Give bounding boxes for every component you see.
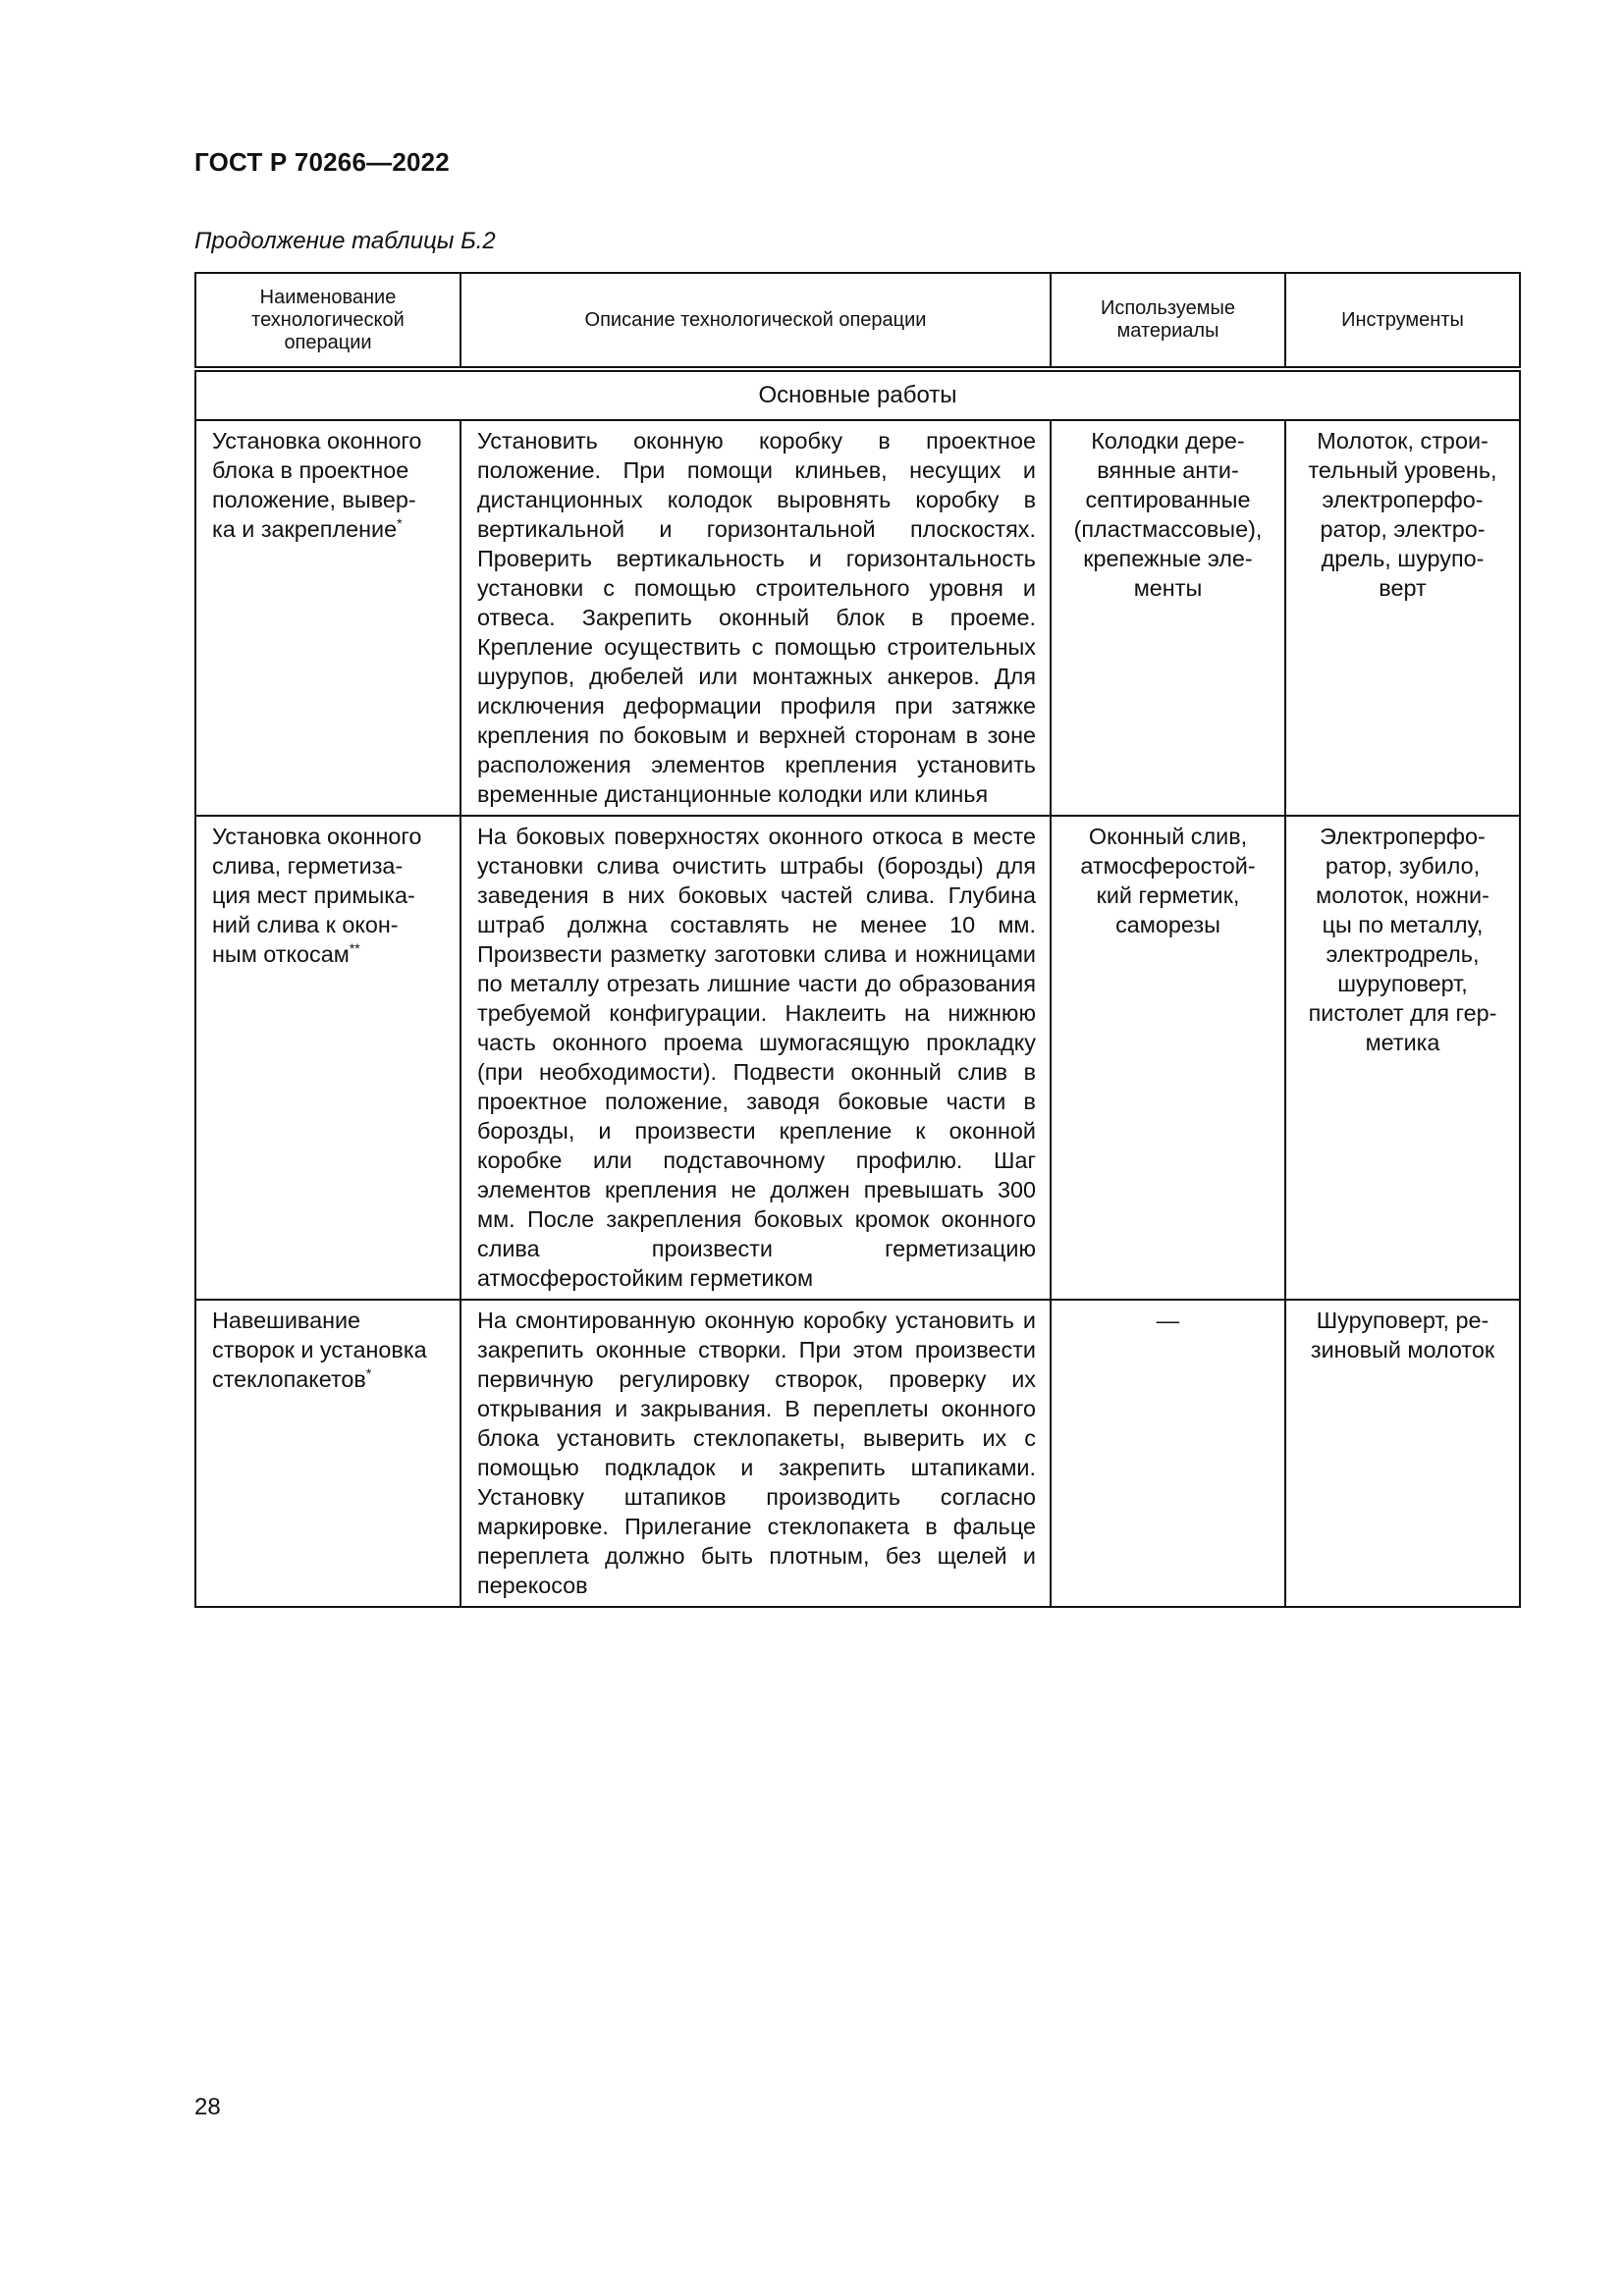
materials-cell bbox=[1051, 420, 1285, 816]
table-row bbox=[195, 816, 1520, 1300]
materials-cell bbox=[1051, 1300, 1285, 1607]
materials-line: Колодки дере- bbox=[1091, 428, 1245, 454]
operation-name-line: положение, вывер- bbox=[212, 487, 416, 512]
footnote-mark: * bbox=[365, 1365, 372, 1381]
tools-line: электродрель, bbox=[1326, 941, 1480, 967]
tools-line: Молоток, строи- bbox=[1317, 428, 1489, 454]
materials-cell bbox=[1051, 816, 1285, 1300]
operation-name-line bbox=[212, 514, 446, 544]
column-header-description bbox=[460, 273, 1051, 369]
operation-name-line: Навешивание bbox=[212, 1308, 361, 1333]
tools-line: молоток, ножни- bbox=[1316, 882, 1489, 908]
materials-line: крепежные эле- bbox=[1083, 546, 1253, 571]
operation-name-line: блока в проектное bbox=[212, 457, 409, 483]
tools-line: Шуруповерт, ре- bbox=[1316, 1308, 1489, 1333]
tools-line: Электроперфо- bbox=[1320, 824, 1486, 849]
operation-name-line bbox=[212, 939, 446, 969]
tools-line: дрель, шурупо- bbox=[1321, 546, 1485, 571]
materials-line: атмосферостой- bbox=[1080, 853, 1256, 879]
operation-name-cell bbox=[195, 816, 460, 1300]
table-row bbox=[195, 420, 1520, 816]
table-caption: Продолжение таблицы Б.2 bbox=[194, 228, 496, 254]
column-header-line: Описание технологической операции bbox=[584, 308, 927, 331]
document-header: ГОСТ Р 70266—2022 bbox=[194, 147, 450, 177]
column-header-line: Используемые bbox=[1100, 297, 1236, 319]
operation-name-line: ний слива к окон- bbox=[212, 912, 399, 937]
materials-line: кий герметик, bbox=[1096, 882, 1240, 908]
description-cell: Установить оконную коробку в проектное положение. При помощи клиньев, несущих и дистанционных колодок выровнять коробку в вертикальной и горизонтальной плоскостях. Проверить вертикальность и горизонтальность установки с помощью строительного уровня и отвеса. Закрепить оконный блок в проеме. Крепление осуществить с помощью строительных шурупов, дюбелей или монтажных анкеров. Для исключения деформации профиля при затяжке крепления по боковым и верхней сторонам в зоне расположения элементов крепления установить временные дистанционные колодки или клинья bbox=[460, 420, 1051, 816]
operation-name-cell bbox=[195, 1300, 460, 1607]
operation-name-line bbox=[212, 1364, 446, 1394]
operation-name-line: Установка оконного bbox=[212, 428, 422, 454]
description-cell: На смонтированную оконную коробку установить и закрепить оконные створки. При этом произвести первичную регулировку створок, проверку их открывания и закрывания. В переплеты оконного блока установить стеклопакеты, выверить их с помощью подкладок и закрепить штапиками. Установку штапиков производить согласно маркировке. Прилегание стеклопакета в фальце переплета должно быть плотным, без щелей и перекосов bbox=[460, 1300, 1051, 1607]
table-header-row bbox=[195, 273, 1520, 369]
tools-line: метика bbox=[1365, 1030, 1440, 1055]
materials-line: — bbox=[1156, 1308, 1180, 1333]
materials-line: Оконный слив, bbox=[1088, 824, 1248, 849]
section-title: Основные работы bbox=[195, 369, 1520, 420]
operation-name-line: слива, герметиза- bbox=[212, 853, 404, 879]
page-number: 28 bbox=[194, 2094, 221, 2120]
tools-cell bbox=[1285, 1300, 1520, 1607]
tools-line: верт bbox=[1379, 575, 1427, 601]
tools-line: тельный уровень, bbox=[1308, 457, 1497, 483]
column-header-operation-name bbox=[195, 273, 460, 369]
column-header-line: Наименование bbox=[259, 286, 397, 308]
materials-line: вянные анти- bbox=[1097, 457, 1239, 483]
tools-cell bbox=[1285, 816, 1520, 1300]
operation-name-text: ка и закрепление bbox=[212, 516, 398, 542]
operation-name-line: створок и установка bbox=[212, 1337, 427, 1362]
operation-name-text: стеклопакетов bbox=[212, 1366, 366, 1392]
tools-line: зиновый молоток bbox=[1310, 1337, 1495, 1362]
tools-cell bbox=[1285, 420, 1520, 816]
column-header-line: Инструменты bbox=[1341, 308, 1464, 331]
column-header-line: операции bbox=[284, 331, 372, 353]
materials-line: саморезы bbox=[1115, 912, 1220, 937]
tools-line: пистолет для гер- bbox=[1308, 1000, 1497, 1026]
tools-line: шуруповерт, bbox=[1337, 971, 1468, 996]
column-header-tools bbox=[1285, 273, 1520, 369]
table-row bbox=[195, 1300, 1520, 1607]
footnote-mark: ** bbox=[349, 940, 360, 956]
materials-line: (пластмассовые), bbox=[1073, 516, 1263, 542]
operations-table bbox=[194, 272, 1521, 1608]
footnote-mark: * bbox=[397, 515, 403, 531]
column-header-materials bbox=[1051, 273, 1285, 369]
materials-line: септированные bbox=[1085, 487, 1251, 512]
operation-name-line: ция мест примыка- bbox=[212, 882, 415, 908]
operation-name-line: Установка оконного bbox=[212, 824, 422, 849]
column-header-line: материалы bbox=[1116, 320, 1219, 342]
column-header-line: технологической bbox=[251, 308, 405, 331]
section-row bbox=[195, 369, 1520, 420]
operation-name-cell bbox=[195, 420, 460, 816]
tools-line: цы по металлу, bbox=[1322, 912, 1484, 937]
tools-line: электроперфо- bbox=[1322, 487, 1484, 512]
materials-line: менты bbox=[1133, 575, 1203, 601]
operation-name-text: ным откосам bbox=[212, 941, 350, 967]
operations-table-container bbox=[194, 272, 1519, 1608]
tools-line: ратор, электро- bbox=[1320, 516, 1486, 542]
tools-line: ратор, зубило, bbox=[1325, 853, 1481, 879]
description-cell: На боковых поверхностях оконного откоса в месте установки слива очистить штрабы (борозды) для заведения в них боковых частей слива. Глубина штраб должна составлять не менее 10 мм. Произвести разметку заготовки слива и ножницами по металлу отрезать лишние части до образования требуемой конфигурации. Наклеить на нижнюю часть оконного проема шумогасящую прокладку (при необходимости). Подвести оконный слив в проектное положение, заводя боковые части в борозды, и произвести крепление к оконной коробке или подставочному профилю. Шаг элементов крепления не должен превышать 300 мм. После закрепления боковых кромок оконного слива произвести герметизацию атмосферостойким герметиком bbox=[460, 816, 1051, 1300]
